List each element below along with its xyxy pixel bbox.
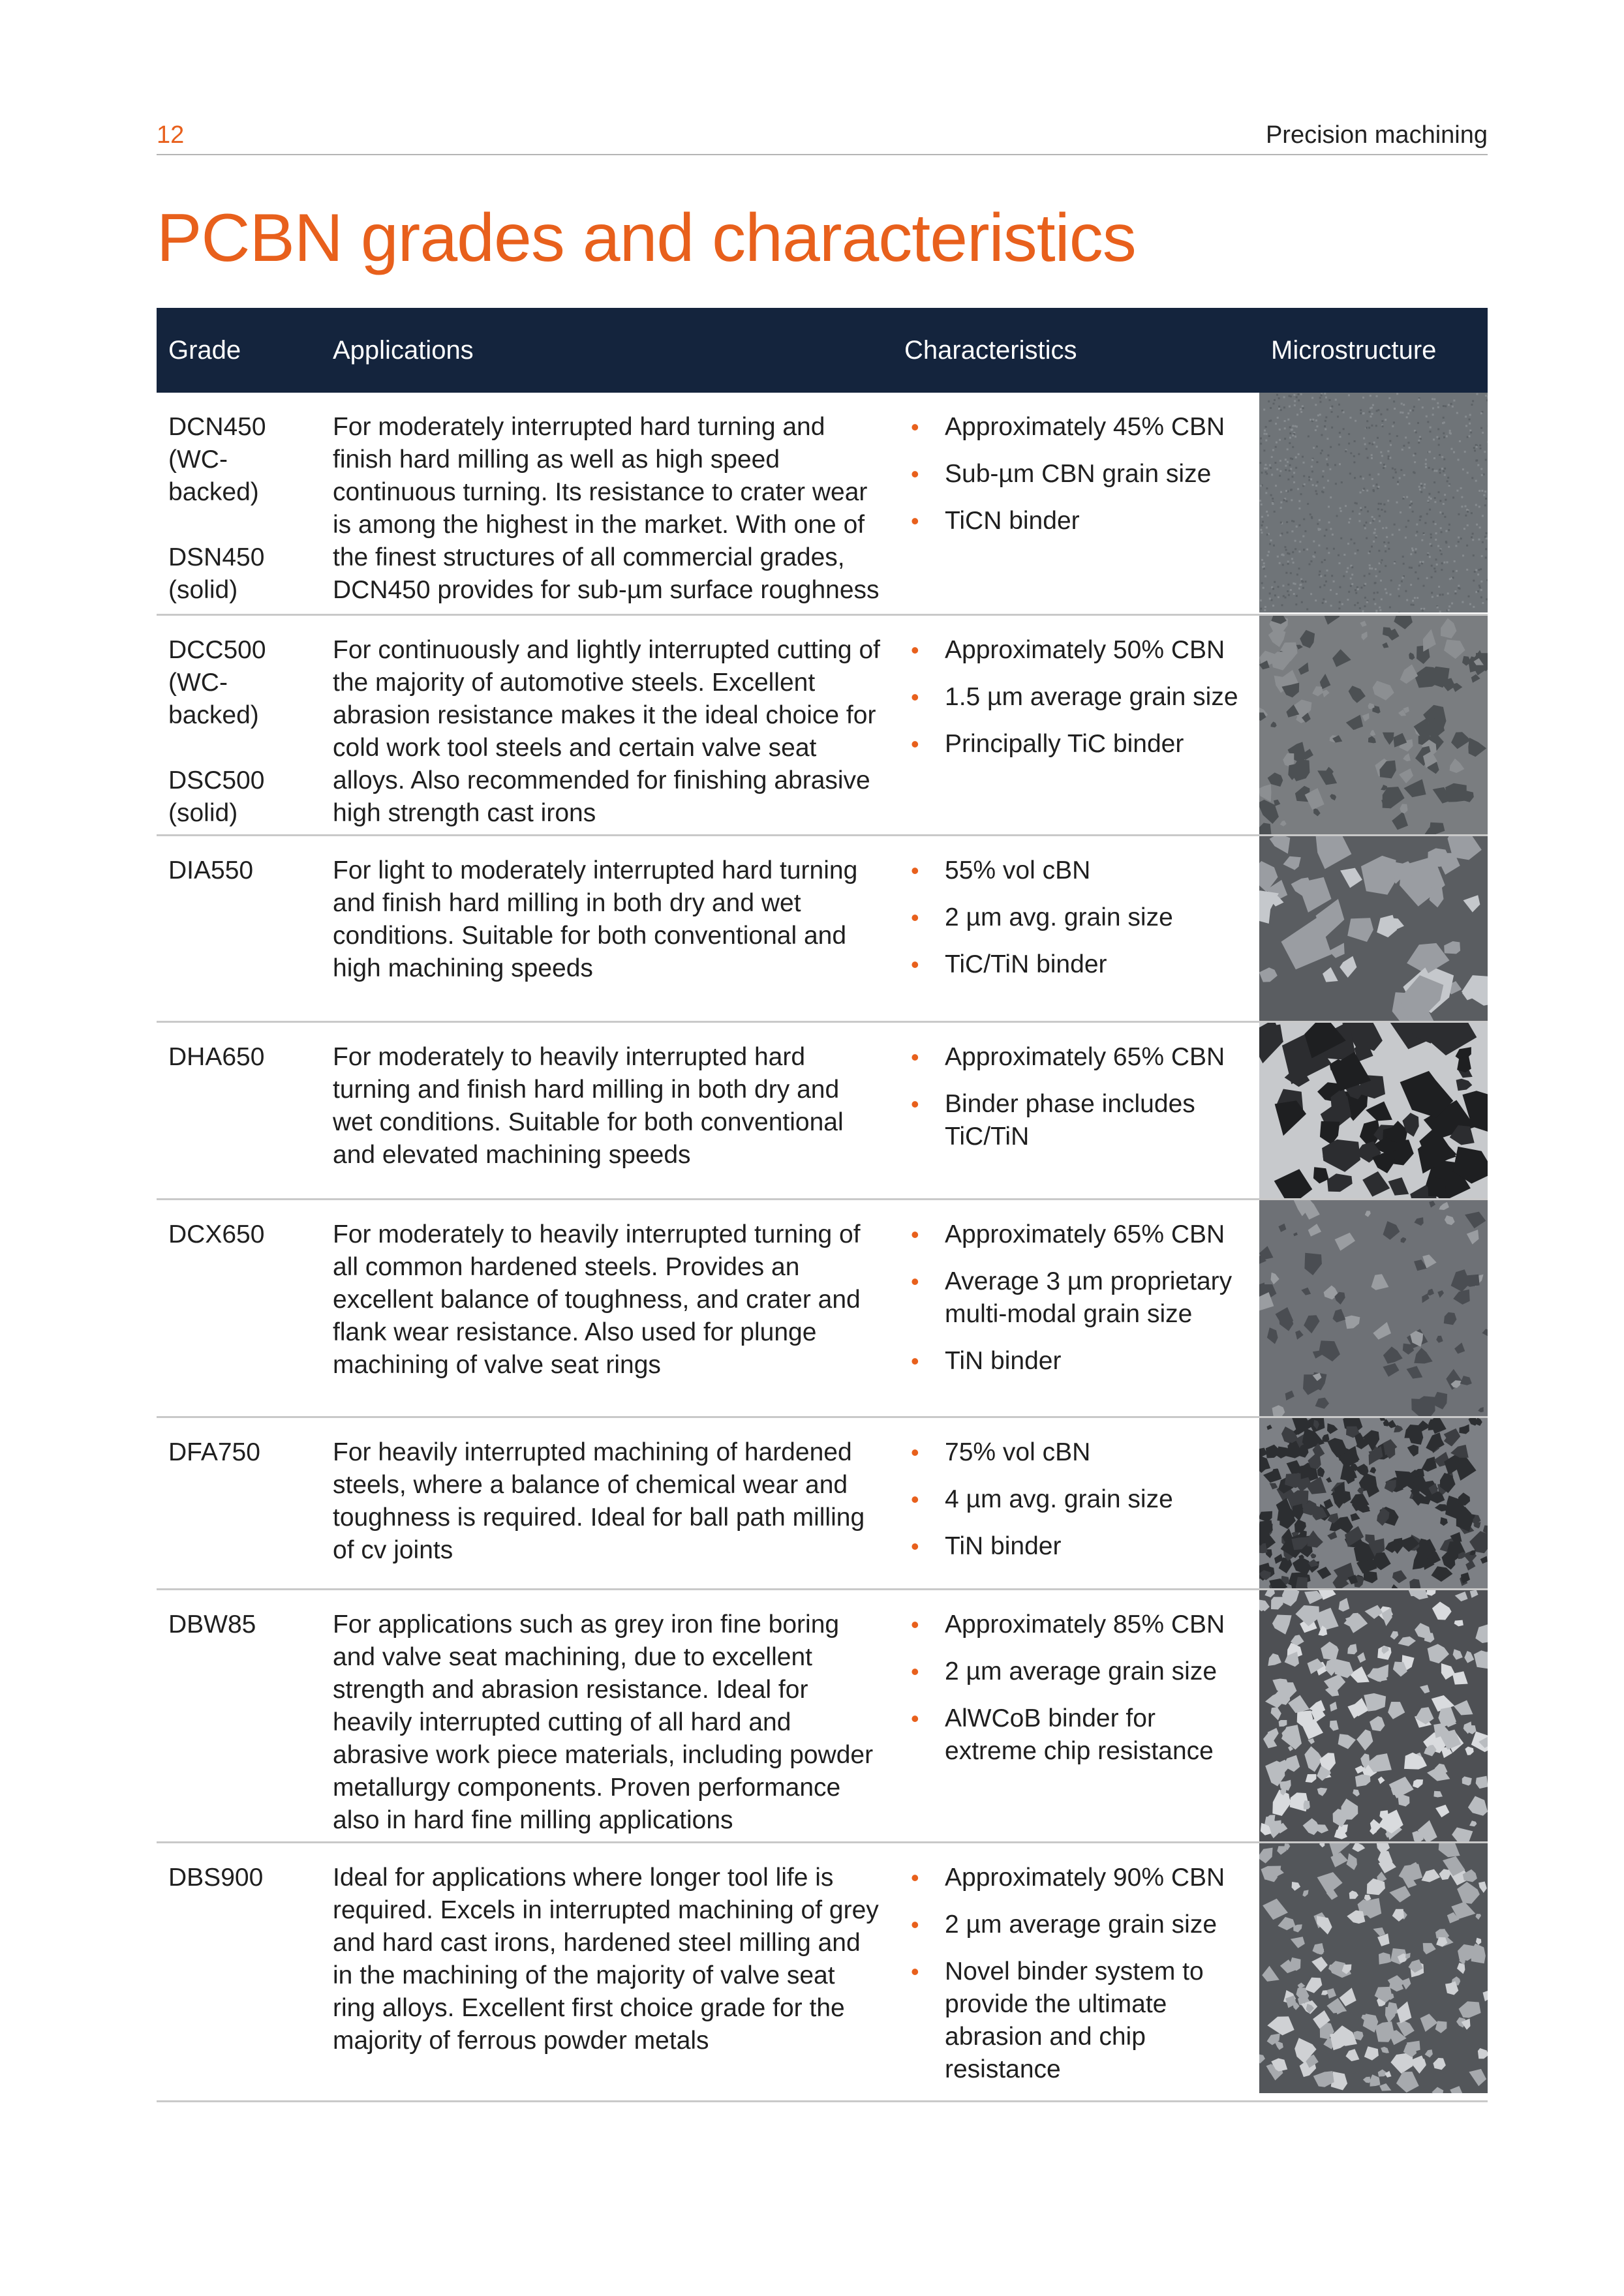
grade-name: DBW85 — [168, 1610, 256, 1639]
characteristic-text: Average 3 µm proprietary multi-modal grain size — [945, 1267, 1233, 1328]
bullet-icon: • — [911, 1485, 919, 1513]
grade-name: DIA550 — [168, 856, 254, 884]
bullet-icon: • — [911, 1438, 919, 1466]
column-header-microstructure: Microstructure — [1259, 308, 1488, 393]
grade-name: DCX650 — [168, 1220, 265, 1248]
microstructure-image — [1259, 1023, 1488, 1198]
characteristic-item — [904, 1909, 1248, 1941]
characteristic-item — [904, 681, 1248, 714]
grade-name: DSC500 — [168, 766, 265, 794]
table-row — [157, 1021, 1488, 1199]
characteristic-text: 4 µm avg. grain size — [945, 1485, 1173, 1513]
grade-name: DBS900 — [168, 1863, 264, 1892]
bullet-icon: • — [911, 1043, 919, 1070]
microstructure-image — [1259, 1418, 1488, 1588]
bullet-icon: • — [911, 461, 919, 487]
characteristics-cell — [893, 1589, 1259, 1842]
grade-name: (WC- — [168, 668, 228, 697]
bullet-icon: • — [911, 507, 919, 534]
characteristic-item — [904, 1862, 1248, 1894]
grade-name: (solid) — [168, 576, 238, 604]
microstructure-cell — [1259, 835, 1488, 1021]
grade-cell — [157, 614, 321, 835]
bullet-icon: • — [911, 903, 919, 931]
characteristic-text: Approximately 85% CBN — [945, 1610, 1225, 1639]
characteristics-list — [904, 1218, 1248, 1378]
characteristic-text: Approximately 65% CBN — [945, 1220, 1225, 1248]
characteristics-list — [904, 1041, 1248, 1153]
characteristic-item — [904, 1041, 1248, 1074]
grade-name: backed) — [168, 478, 259, 506]
application-cell: For light to moderately interrupted hard turning and finish hard milling in both dry and wet conditions. Suitable for both conventional and high machining speeds — [321, 835, 893, 1021]
application-cell: Ideal for applications where longer tool life is required. Excels in interrupted machining of grey and hard cast irons, hardened steel milling and in the machining of the majority of valve seat ring alloys. Excellent first choice grade for the majority of ferrous powder metals — [321, 1842, 893, 2101]
characteristic-text: TiC/TiN binder — [945, 950, 1107, 978]
bullet-icon: • — [911, 683, 919, 710]
table-row — [157, 1417, 1488, 1589]
grade-cell — [157, 1199, 321, 1417]
characteristic-text: TiN binder — [945, 1532, 1062, 1560]
characteristics-list — [904, 1609, 1248, 1768]
bullet-icon: • — [911, 950, 919, 978]
characteristics-cell — [893, 835, 1259, 1021]
table-row — [157, 393, 1488, 614]
grade-cell — [157, 1842, 321, 2101]
characteristic-text: AlWCoB binder for extreme chip resistance — [945, 1704, 1214, 1765]
page-number: 12 — [157, 121, 185, 149]
characteristic-text: Novel binder system to provide the ultimate abrasion and chip resistance — [945, 1957, 1204, 2083]
table-row — [157, 835, 1488, 1021]
characteristic-text: Approximately 50% CBN — [945, 635, 1225, 664]
characteristic-item — [904, 411, 1248, 444]
bullet-icon: • — [911, 1864, 919, 1891]
characteristic-text: 2 µm average grain size — [945, 1657, 1218, 1685]
column-header-applications: Applications — [321, 308, 893, 393]
microstructure-image — [1259, 1590, 1488, 1841]
bullet-icon: • — [911, 1911, 919, 1938]
characteristic-item — [904, 505, 1248, 537]
column-header-characteristics: Characteristics — [893, 308, 1259, 393]
table-header-row — [157, 308, 1488, 393]
grade-cell — [157, 1589, 321, 1842]
characteristic-item — [904, 1088, 1248, 1153]
grade-name: DCN450 — [168, 413, 266, 441]
bullet-icon: • — [911, 636, 919, 663]
characteristic-text: Approximately 45% CBN — [945, 413, 1225, 441]
page-title: PCBN grades and characteristics — [157, 200, 1136, 276]
characteristic-item — [904, 1609, 1248, 1641]
grade-name — [168, 509, 309, 541]
section-name: Precision machining — [1265, 121, 1488, 149]
characteristics-list — [904, 1862, 1248, 2086]
bullet-icon: • — [911, 1610, 919, 1638]
characteristic-text: 1.5 µm average grain size — [945, 682, 1238, 711]
grade-name: DCC500 — [168, 635, 266, 664]
grade-name: DFA750 — [168, 1438, 260, 1466]
characteristic-text: 55% vol cBN — [945, 856, 1091, 884]
microstructure-cell — [1259, 1199, 1488, 1417]
characteristic-item — [904, 1218, 1248, 1251]
characteristic-item — [904, 1265, 1248, 1331]
grade-name: DSN450 — [168, 543, 265, 571]
characteristics-list — [904, 854, 1248, 981]
characteristic-text: Sub-µm CBN grain size — [945, 460, 1212, 488]
table-row — [157, 1589, 1488, 1842]
microstructure-cell — [1259, 1417, 1488, 1589]
characteristics-cell — [893, 1842, 1259, 2101]
bullet-icon: • — [911, 1090, 919, 1117]
characteristic-text: 2 µm avg. grain size — [945, 903, 1173, 931]
microstructure-image — [1259, 1843, 1488, 2093]
characteristics-cell — [893, 1199, 1259, 1417]
microstructure-cell — [1259, 393, 1488, 614]
characteristic-text: Binder phase includes TiC/TiN — [945, 1089, 1195, 1151]
characteristic-item — [904, 901, 1248, 934]
characteristic-text: Approximately 90% CBN — [945, 1863, 1225, 1892]
microstructure-cell — [1259, 1842, 1488, 2101]
grade-name: DHA650 — [168, 1042, 265, 1071]
characteristics-cell — [893, 614, 1259, 835]
characteristic-item — [904, 948, 1248, 981]
grades-table — [157, 308, 1488, 2102]
bullet-icon: • — [911, 1220, 919, 1248]
grade-cell — [157, 393, 321, 614]
grade-name: (WC- — [168, 446, 228, 474]
characteristic-item — [904, 1530, 1248, 1563]
characteristics-list — [904, 1436, 1248, 1563]
characteristic-item — [904, 458, 1248, 491]
characteristic-text: 2 µm average grain size — [945, 1910, 1218, 1939]
characteristic-item — [904, 1345, 1248, 1378]
table-row — [157, 614, 1488, 835]
characteristic-item — [904, 1483, 1248, 1516]
characteristic-item — [904, 1702, 1248, 1768]
characteristics-list — [904, 634, 1248, 761]
bullet-icon: • — [911, 414, 919, 440]
application-cell: For applications such as grey iron fine boring and valve seat machining, due to excellent strength and abrasion resistance. Ideal for heavily interrupted cutting of all hard and abrasive work piece materials, including powder metallurgy components. Proven performance also in hard fine milling applications — [321, 1589, 893, 1842]
characteristic-text: TiCN binder — [945, 507, 1080, 535]
microstructure-image — [1259, 836, 1488, 1021]
bullet-icon: • — [911, 730, 919, 757]
bullet-icon: • — [911, 856, 919, 884]
characteristic-item — [904, 1436, 1248, 1469]
characteristics-cell — [893, 1417, 1259, 1589]
grade-name: backed) — [168, 701, 259, 729]
microstructure-cell — [1259, 1589, 1488, 1842]
application-cell: For moderately to heavily interrupted hard turning and finish hard milling in both dry and wet conditions. Suitable for both conventional and elevated machining speeds — [321, 1021, 893, 1199]
characteristics-list — [904, 411, 1248, 537]
application-cell: For moderately to heavily interrupted turning of all common hardened steels. Provides an excellent balance of toughness, and crater and flank wear resistance. Also used for plunge machining of valve seat rings — [321, 1199, 893, 1417]
table-row — [157, 1199, 1488, 1417]
bullet-icon: • — [911, 1347, 919, 1374]
application-cell: For heavily interrupted machining of hardened steels, where a balance of chemical wear and toughness is required. Ideal for ball path milling of cv joints — [321, 1417, 893, 1589]
characteristics-cell — [893, 393, 1259, 614]
characteristic-item — [904, 634, 1248, 667]
characteristic-text: 75% vol cBN — [945, 1438, 1091, 1466]
characteristic-text: TiN binder — [945, 1346, 1062, 1375]
characteristic-text: Approximately 65% CBN — [945, 1042, 1225, 1071]
microstructure-image — [1259, 1200, 1488, 1416]
microstructure-cell — [1259, 614, 1488, 835]
microstructure-image — [1259, 616, 1488, 834]
characteristic-text: Principally TiC binder — [945, 729, 1184, 758]
bullet-icon: • — [911, 1532, 919, 1560]
microstructure-cell — [1259, 1021, 1488, 1199]
application-cell: For moderately interrupted hard turning and finish hard milling as well as high speed continuous turning. Its resistance to crater wear is among the highest in the market. With one of the finest structures of all commercial grades, DCN450 provides for sub-µm surface roughness — [321, 393, 893, 614]
bullet-icon: • — [911, 1657, 919, 1685]
bullet-icon: • — [911, 1704, 919, 1732]
grade-cell — [157, 835, 321, 1021]
bullet-icon: • — [911, 1267, 919, 1295]
grade-cell — [157, 1021, 321, 1199]
grade-name — [168, 732, 309, 764]
characteristics-cell — [893, 1021, 1259, 1199]
bullet-icon: • — [911, 1957, 919, 1985]
characteristic-item — [904, 1956, 1248, 2086]
characteristic-item — [904, 728, 1248, 761]
page-header — [157, 117, 1488, 155]
application-cell: For continuously and lightly interrupted cutting of the majority of automotive steels. Excellent abrasion resistance makes it the ideal choice for cold work tool steels and certain valve seat alloys. Also recommended for finishing abrasive high strength cast irons — [321, 614, 893, 835]
table-row — [157, 1842, 1488, 2101]
characteristic-item — [904, 1655, 1248, 1688]
grade-name: (solid) — [168, 798, 238, 827]
column-header-grade: Grade — [157, 308, 321, 393]
grade-cell — [157, 1417, 321, 1589]
microstructure-image — [1259, 393, 1488, 612]
characteristic-item — [904, 854, 1248, 887]
